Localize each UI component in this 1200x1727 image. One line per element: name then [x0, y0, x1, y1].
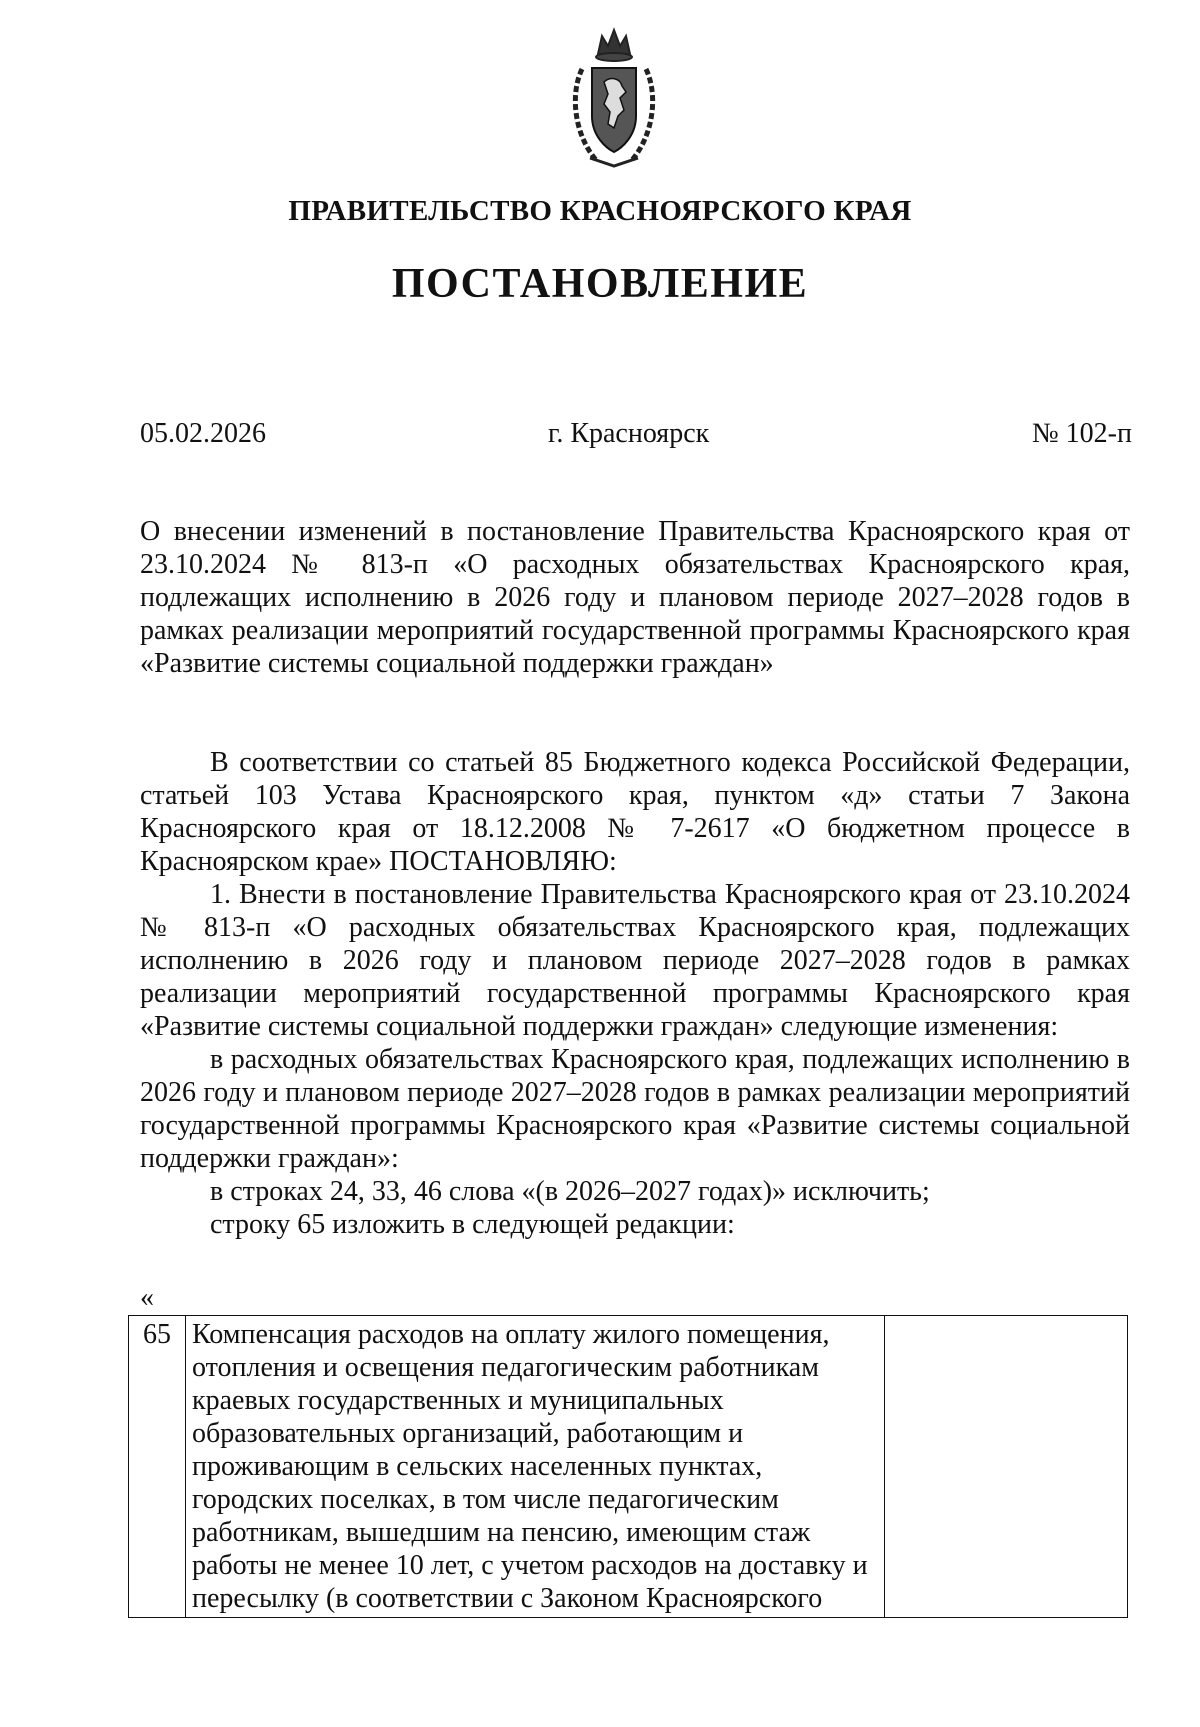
document-body [140, 746, 1130, 1241]
body-paragraph-item-1: 1. Внести в постановление Правительства Красноярского края от 23.10.2024 № 813-п «О расходных обязательствах Красноярского края, подлежащих исполнению в 2026 году и плановом периоде 2027–2028 годов в рамках реализации мероприятий государственной программы Красноярского края «Развитие системы социальной поддержки граждан» следующие изменения: [140, 879, 1130, 1042]
table-row [129, 1316, 1128, 1618]
document-title: О внесении изменений в постановление Правительства Красноярского края от 23.10.2024 № 813-п «О расходных обязательствах Красноярского края, подлежащих исполнению в 2026 году и плановом периоде 2027–2028 годов в рамках реализации мероприятий государственной программы Красноярского края «Развитие системы социальной поддержки граждан» [140, 516, 1130, 679]
document-city: г. Красноярск [548, 418, 710, 449]
organization-name: ПРАВИТЕЛЬСТВО КРАСНОЯРСКОГО КРАЯ [288, 195, 912, 227]
amendment-table [128, 1315, 1128, 1618]
body-paragraph-rows-excluded: в строках 24, 33, 46 слова «(в 2026–2027 годах)» исключить; [210, 1176, 930, 1207]
body-paragraph-row-65: строку 65 изложить в следующей редакции: [210, 1209, 735, 1240]
table-cell-description: Компенсация расходов на оплату жилого помещения, отопления и освещения педагогическим работникам краевых государственных и муниципальных образовательных организаций, работающим и проживающим в сельских населенных пунктах, городских поселках, в том числе педагогическим работникам, вышедшим на пенсию, имеющим стаж работы не менее 10 лет, с учетом расходов на доставку и пересылку (в соответствии с Законом Красноярского [186, 1316, 885, 1618]
coat-of-arms-emblem [568, 24, 660, 172]
table-cell-empty [885, 1316, 1128, 1618]
body-paragraph-obligations: в расходных обязательствах Красноярского края, подлежащих исполнению в 2026 году и плановом периоде 2027–2028 годов в рамках реализации мероприятий государственной программы Красноярского края «Развитие системы социальной поддержки граждан»: [140, 1044, 1130, 1174]
body-paragraph-legal-basis: В соответствии со статьей 85 Бюджетного кодекса Российской Федерации, статьей 103 Устава Красноярского края, пунктом «д» статьи 7 Закона Красноярского края от 18.12.2008 № 7-2617 «О бюджетном процессе в Красноярском крае» ПОСТАНОВЛЯЮ: [140, 747, 1130, 877]
quote-open-mark: « [140, 1282, 154, 1313]
table-cell-row-number: 65 [129, 1316, 186, 1618]
document-date: 05.02.2026 [140, 418, 266, 449]
document-number: № 102-п [1031, 418, 1132, 449]
document-type: ПОСТАНОВЛЕНИЕ [391, 261, 809, 307]
